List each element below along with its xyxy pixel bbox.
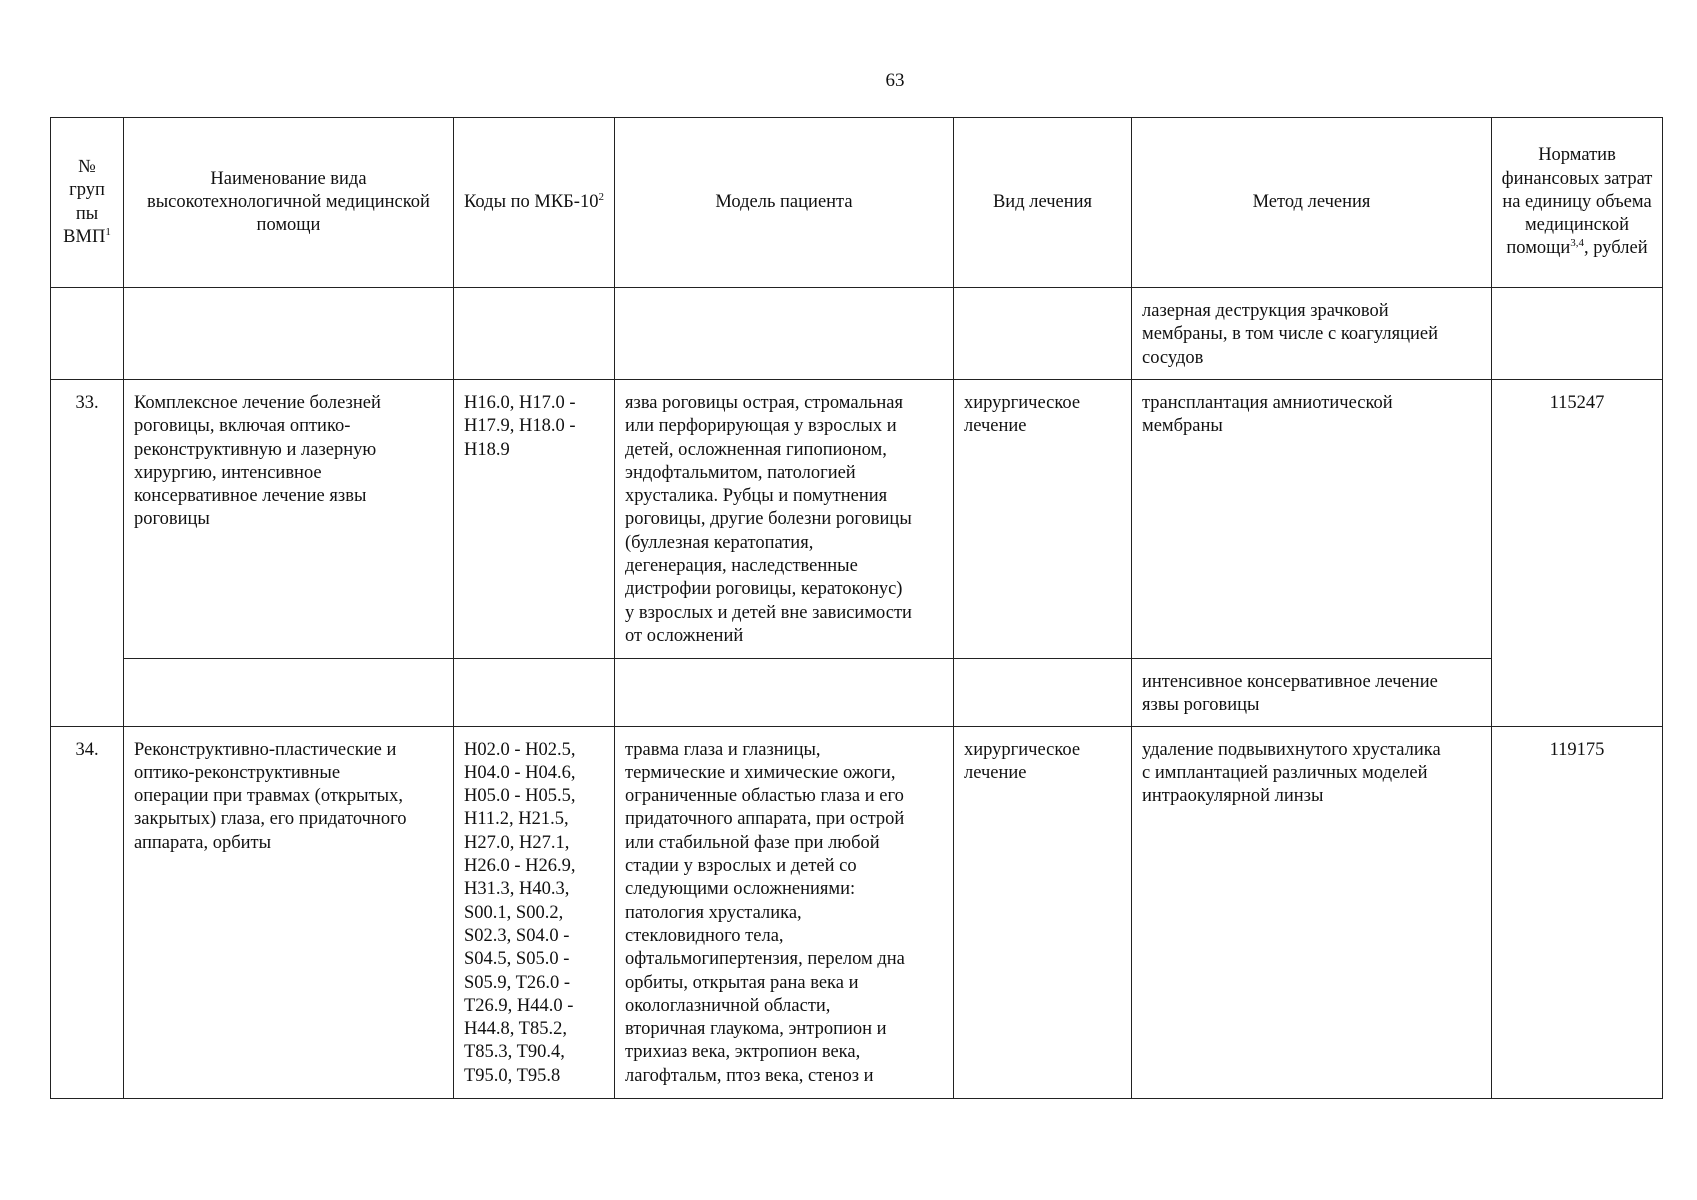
table-row-33 <box>51 380 1663 659</box>
care-name-cell: Реконструктивно-пластические и оптико-реконструктивные операции при травмах (открытых, закрытых) глаза, его придаточного аппарата, орбиты <box>124 726 454 1098</box>
table-header-row <box>51 118 1663 288</box>
vmp-table <box>50 117 1663 1099</box>
empty-cell <box>954 288 1132 380</box>
page-number: 63 <box>885 70 905 91</box>
header-cost-norm: Норматив финансовых затрат на единицу объема медицинской помощи$^{3,4}$, рублей <box>1492 118 1663 288</box>
icd-codes-cell: H02.0 - H02.5, H04.0 - H04.6, H05.0 - H05.5, H11.2, H21.5, H27.0, H27.1, H26.0 - H26.9, H31.3, H40.3, S00.1, S00.2, S02.3, S04.0 - S04.5, S05.0 - S05.9, T26.0 - T26.9, H44.0 - H44.8, T85.2, T85.3, T90.4, T95.0, T95.8 <box>454 726 615 1098</box>
header-group-number: № груп пы ВМП$^1$ <box>51 118 124 288</box>
empty-cell <box>954 659 1132 727</box>
group-number-cell: 34. <box>51 726 124 1098</box>
empty-cell <box>615 659 954 727</box>
cost-norm-cell: 119175 <box>1492 726 1663 1098</box>
treatment-method-cell: интенсивное консервативное лечение язвы роговицы <box>1132 659 1492 727</box>
empty-cell <box>454 288 615 380</box>
empty-cell <box>51 288 124 380</box>
header-patient-model: Модель пациента <box>615 118 954 288</box>
table-row-continuation <box>51 288 1663 380</box>
patient-model-cell: травма глаза и глазницы, термические и химические ожоги, ограниченные областью глаза и его придаточного аппарата, при острой или стабильной фазе при любой стадии у взрослых и детей со следующими осложнениями: патология хрусталика, стекловидного тела, офтальмогипертензия, перелом дна орбиты, открытая рана века и окологлазничной области, вторичная глаукома, энтропион и трихиаз века, эктропион века, лагофтальм, птоз века, стеноз и <box>615 726 954 1098</box>
treatment-type-cell: хирургическое лечение <box>954 726 1132 1098</box>
table-row-33-sub <box>51 659 1663 727</box>
empty-cell <box>1492 288 1663 380</box>
group-number-cell: 33. <box>51 380 124 727</box>
empty-cell <box>124 288 454 380</box>
header-care-type-name: Наименование вида высокотехнологичной медицинской помощи <box>124 118 454 288</box>
treatment-type-cell: хирургическое лечение <box>954 380 1132 659</box>
icd-codes-cell: H16.0, H17.0 - H17.9, H18.0 - H18.9 <box>454 380 615 659</box>
table-row-34 <box>51 726 1663 1098</box>
treatment-method-cell: трансплантация амниотической мембраны <box>1132 380 1492 659</box>
cost-norm-cell: 115247 <box>1492 380 1663 727</box>
patient-model-cell: язва роговицы острая, стромальная или перфорирующая у взрослых и детей, осложненная гипопионом, эндофтальмитом, патологией хрусталика. Рубцы и помутнения роговицы, другие болезни роговицы (буллезная кератопатия, дегенерация, наследственные дистрофии роговицы, кератоконус) у взрослых и детей вне зависимости от осложнений <box>615 380 954 659</box>
header-treatment-method: Метод лечения <box>1132 118 1492 288</box>
treatment-method-cell: удаление подвывихнутого хрусталика с имплантацией различных моделей интраокулярной линзы <box>1132 726 1492 1098</box>
empty-cell <box>615 288 954 380</box>
method-cell: лазерная деструкция зрачковой мембраны, в том числе с коагуляцией сосудов <box>1132 288 1492 380</box>
empty-cell <box>454 659 615 727</box>
header-treatment-type: Вид лечения <box>954 118 1132 288</box>
care-name-cell: Комплексное лечение болезней роговицы, включая оптико- реконструктивную и лазерную хирургию, интенсивное консервативное лечение язвы роговицы <box>124 380 454 659</box>
empty-cell <box>124 659 454 727</box>
header-icd-codes: Коды по МКБ-$10^2$ <box>454 118 615 288</box>
